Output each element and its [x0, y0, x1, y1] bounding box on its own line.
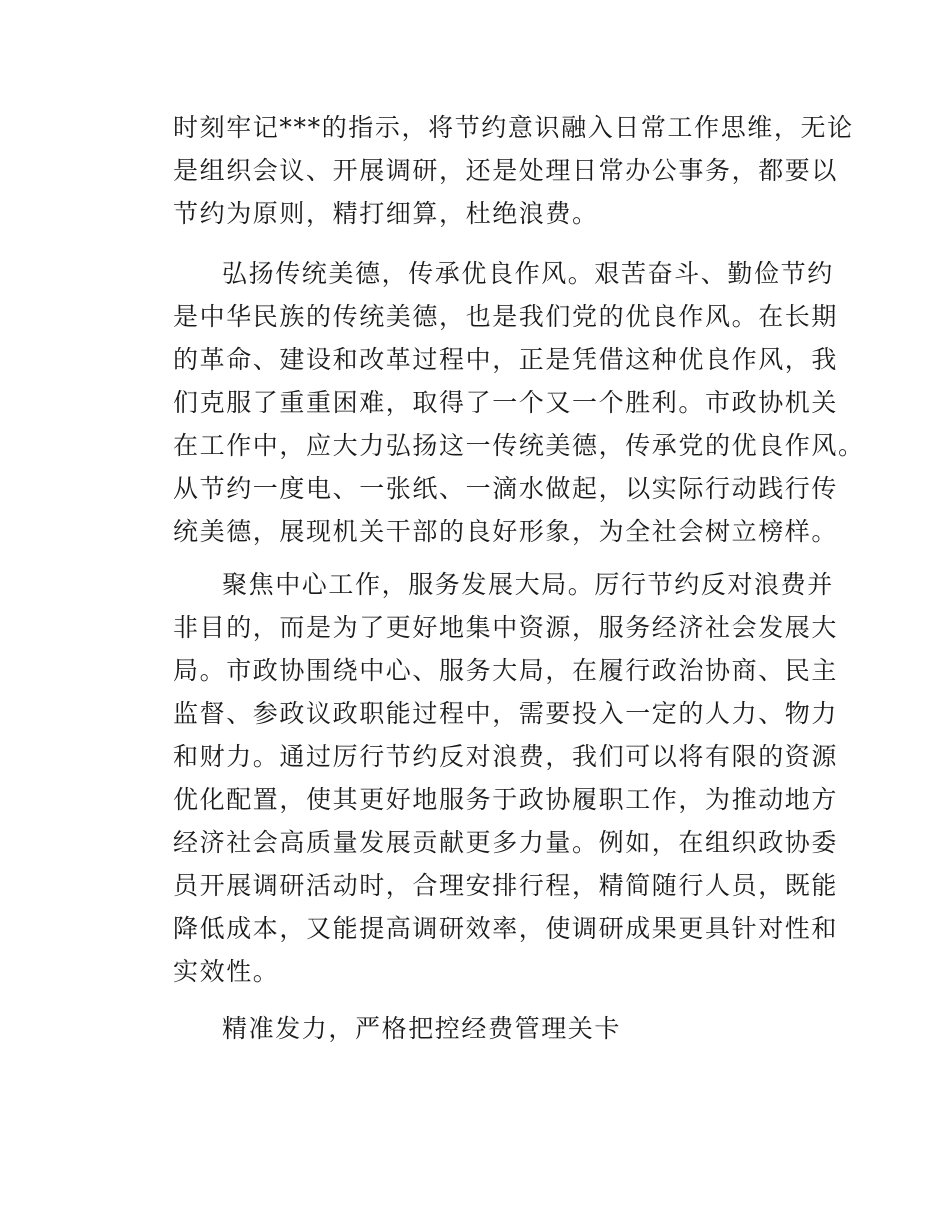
paragraph-1-line-1: 时刻牢记***的指示，将节约意识融入日常工作思维，无论 [173, 113, 854, 142]
paragraph-3-line-4: 监督、参政议政职能过程中，需要投入一定的人力、物力 [173, 699, 839, 728]
paragraph-2-line-6: 从节约一度电、一张纸、一滴水做起，以实际行动践行传 [173, 474, 839, 503]
paragraph-2-line-3: 的革命、建设和改革过程中，正是凭借这种优良作风，我 [173, 345, 839, 374]
paragraph-2-line-2: 是中华民族的传统美德，也是我们党的优良作风。在长期 [173, 302, 839, 331]
paragraph-1-line-2: 是组织会议、开展调研，还是处理日常办公事务，都要以 [173, 156, 839, 185]
paragraph-2-line-1: 弘扬传统美德，传承优良作风。艰苦奋斗、勤俭节约 [222, 259, 834, 288]
paragraph-2-line-4: 们克服了重重困难，取得了一个又一个胜利。市政协机关 [173, 388, 839, 417]
paragraph-3-line-6: 优化配置，使其更好地服务于政协履职工作，为推动地方 [173, 785, 839, 814]
paragraph-3-line-2: 非目的，而是为了更好地集中资源，服务经济社会发展大 [173, 613, 839, 642]
paragraph-3-line-3: 局。市政协围绕中心、服务大局，在履行政治协商、民主 [173, 656, 839, 685]
paragraph-3-line-9: 降低成本，又能提高调研效率，使调研成果更具针对性和 [173, 914, 839, 943]
paragraph-1-line-3: 节约为原则，精打细算，杜绝浪费。 [173, 199, 599, 228]
paragraph-2-line-5: 在工作中，应大力弘扬这一传统美德，传承党的优良作风。 [173, 431, 865, 460]
paragraph-3-line-5: 和财力。通过厉行节约反对浪费，我们可以将有限的资源 [173, 742, 839, 771]
paragraph-3-line-8: 员开展调研活动时，合理安排行程，精简随行人员，既能 [173, 871, 839, 900]
paragraph-3-line-1: 聚焦中心工作，服务发展大局。厉行节约反对浪费并 [222, 570, 834, 599]
paragraph-3-line-7: 经济社会高质量发展贡献更多力量。例如，在组织政协委 [173, 828, 839, 857]
paragraph-3-line-10: 实效性。 [173, 957, 280, 986]
section-heading: 精准发力，严格把控经费管理关卡 [222, 1014, 622, 1043]
paragraph-2-line-7: 统美德，展现机关干部的良好形象，为全社会树立榜样。 [173, 517, 839, 546]
